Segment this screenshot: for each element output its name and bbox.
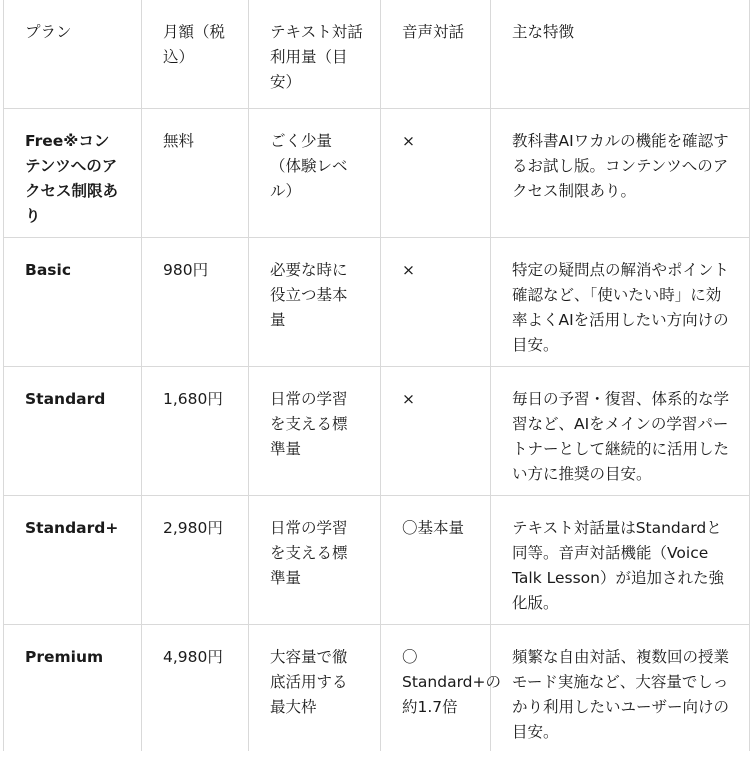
features-cell: 教科書AIワカルの機能を確認するお試し版。コンテンツへのアクセス制限あり。 (491, 109, 750, 238)
plan-name-cell: Premium (4, 625, 142, 752)
features-cell: 毎日の予習・復習、体系的な学習など、AIをメインの学習パートナーとして継続的に活用したい方に推奨の目安。 (491, 367, 750, 496)
voice-cell: × (381, 109, 491, 238)
text-usage-cell: 日常の学習を支える標準量 (249, 367, 381, 496)
features-cell: 特定の疑問点の解消やポイント確認など、「使いたい時」に効率よくAIを活用したい方向けの目安。 (491, 238, 750, 367)
voice-cell: × (381, 238, 491, 367)
price-cell: 1,680円 (142, 367, 249, 496)
plan-comparison-table (3, 0, 750, 751)
text-usage-cell: 大容量で徹底活用する最大枠 (249, 625, 381, 752)
table-row-free (4, 109, 750, 238)
plan-name-cell: Standard+ (4, 496, 142, 625)
header-price: 月額（税込） (142, 0, 249, 109)
table-row-standard (4, 367, 750, 496)
header-plan: プラン (4, 0, 142, 109)
plan-name-cell: Free※コンテンツへのアクセス制限あり (4, 109, 142, 238)
plan-name-cell: Standard (4, 367, 142, 496)
header-features: 主な特徴 (491, 0, 750, 109)
price-cell: 980円 (142, 238, 249, 367)
text-usage-cell: 日常の学習を支える標準量 (249, 496, 381, 625)
text-usage-cell: 必要な時に役立つ基本量 (249, 238, 381, 367)
voice-cell: 〇基本量 (381, 496, 491, 625)
features-cell: テキスト対話量はStandardと同等。音声対話機能（Voice Talk Lesson）が追加された強化版。 (491, 496, 750, 625)
header-voice: 音声対話 (381, 0, 491, 109)
header-text-usage: テキスト対話利用量（目安） (249, 0, 381, 109)
plan-name-cell: Basic (4, 238, 142, 367)
price-cell: 4,980円 (142, 625, 249, 752)
header-row (4, 0, 750, 109)
features-cell: 頻繁な自由対話、複数回の授業モード実施など、大容量でしっかり利用したいユーザー向けの目安。 (491, 625, 750, 752)
voice-cell: 〇Standard+の約1.7倍 (381, 625, 491, 752)
table-row-standard-plus (4, 496, 750, 625)
table-row-basic (4, 238, 750, 367)
price-cell: 2,980円 (142, 496, 249, 625)
price-cell: 無料 (142, 109, 249, 238)
voice-cell: × (381, 367, 491, 496)
table-row-premium (4, 625, 750, 752)
text-usage-cell: ごく少量（体験レベル） (249, 109, 381, 238)
